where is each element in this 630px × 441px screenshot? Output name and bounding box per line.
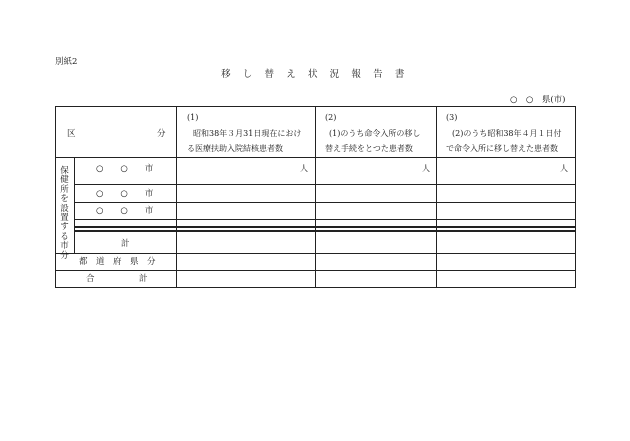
col3-line2: で命令入所に移し替えた患者数	[446, 144, 558, 153]
header-bottom-line	[55, 157, 576, 158]
col3-line1: (2)のうち昭和38年４月１日付	[452, 129, 562, 138]
unit-col1: 人	[300, 164, 308, 173]
col2-line1: (1)のうち命令入所の移し	[329, 129, 421, 138]
thick-line-1	[74, 226, 576, 228]
col-separator-1	[176, 106, 177, 288]
col3-number: (3)	[446, 113, 458, 122]
subtotal-label: 計	[121, 239, 130, 249]
unit-col3: 人	[560, 164, 568, 173]
total-label-right: 計	[139, 274, 148, 284]
table-border-left	[55, 106, 56, 288]
city-row-2-label: ○ ○ 市	[96, 189, 154, 199]
category-label-left: 区	[67, 129, 76, 139]
total-label-left: 合	[86, 274, 95, 284]
prefecture-row-label: 都 道 府 県 分	[79, 257, 156, 267]
table-border-right	[575, 106, 576, 288]
row-line-2	[74, 202, 576, 203]
document-title: 移 し 替 え 状 況 報 告 書	[221, 69, 409, 80]
unit-col2: 人	[422, 164, 430, 173]
row-line-3	[74, 219, 576, 220]
city-row-1-label: ○ ○ 市	[96, 164, 154, 174]
group-label: 保健所を設置する市分	[60, 166, 69, 261]
col2-number: (2)	[325, 113, 337, 122]
annex-label: 別紙2	[55, 57, 78, 67]
city-row-3-label: ○ ○ 市	[96, 206, 154, 216]
col1-number: (1)	[187, 113, 199, 122]
category-label-right: 分	[157, 129, 166, 139]
col1-line1: 昭和38年３月31日現在におけ	[193, 129, 302, 138]
col-separator-3	[436, 106, 437, 288]
row-line-5	[55, 270, 576, 271]
row-line-1	[74, 184, 576, 185]
col-separator-2	[315, 106, 316, 288]
col1-line2: る医療扶助入院結核患者数	[187, 144, 283, 153]
group-separator	[74, 157, 75, 253]
thick-line-2	[74, 230, 576, 232]
row-line-4	[55, 253, 576, 254]
prefecture-label: ○ ○ 県(市)	[510, 95, 566, 105]
col2-line2: 替え手続をとつた患者数	[325, 144, 413, 153]
